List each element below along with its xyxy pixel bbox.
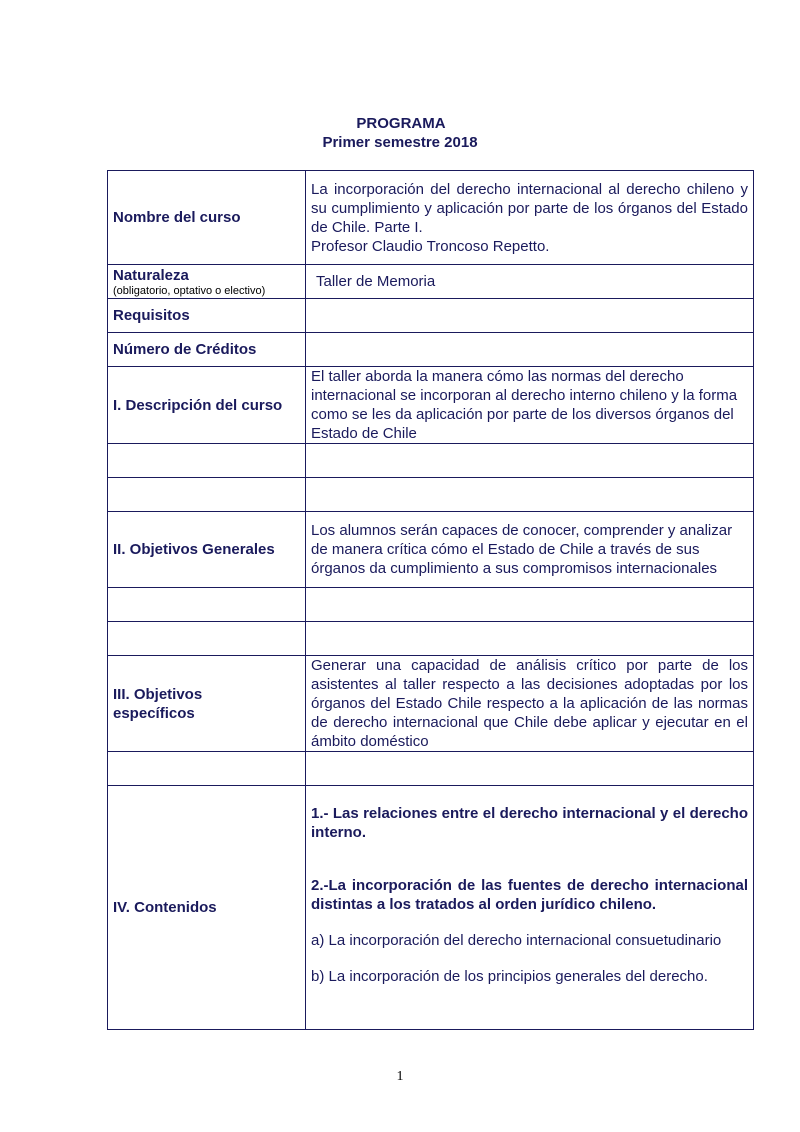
table-row — [108, 265, 754, 299]
document-header — [0, 114, 800, 152]
label-objetivos-generales: II. Objetivos Generales — [108, 512, 306, 588]
empty-cell — [108, 444, 306, 478]
empty-cell — [108, 622, 306, 656]
table-row — [108, 333, 754, 367]
contenido-item-2a: a) La incorporación del derecho internacional consuetudinario — [311, 932, 722, 949]
program-table — [107, 170, 754, 1030]
spacer — [311, 950, 748, 967]
page-number: 1 — [396, 1069, 404, 1084]
spacer — [311, 914, 748, 931]
table-row-empty — [108, 588, 754, 622]
label-objetivos-especificos: III. Objetivos específicos — [108, 656, 306, 752]
content-creditos — [306, 333, 754, 367]
content-contenidos — [306, 786, 754, 1030]
empty-cell — [306, 478, 754, 512]
table-row — [108, 786, 754, 1030]
label-contenidos: IV. Contenidos — [108, 786, 306, 1030]
contenido-item-2: 2.-La incorporación de las fuentes de derecho internacional distintas a los tratados al orden jurídico chileno. — [311, 877, 748, 913]
content-descripcion: El taller aborda la manera cómo las normas del derecho internacional se incorporan al derecho interno chileno y la forma como se les da aplicación por parte de los diversos órganos del Estado de Chile — [306, 367, 754, 444]
professor-name: Profesor Claudio Troncoso Repetto. — [311, 237, 550, 255]
contenido-item-1: 1.- Las relaciones entre el derecho internacional y el derecho interno. — [311, 805, 748, 841]
empty-cell — [306, 588, 754, 622]
table-row — [108, 367, 754, 444]
content-objetivos-generales: Los alumnos serán capaces de conocer, comprender y analizar de manera crítica cómo el Estado de Chile a través de sus órganos da cumplimiento a sus compromisos internacionales — [306, 512, 754, 588]
content-requisitos — [306, 299, 754, 333]
empty-cell — [306, 622, 754, 656]
table-row-empty — [108, 444, 754, 478]
empty-cell — [306, 444, 754, 478]
document-subtitle: Primer semestre 2018 — [322, 134, 478, 151]
content-nombre-curso — [306, 171, 754, 265]
label-requisitos: Requisitos — [108, 299, 306, 333]
naturaleza-label-text: Naturaleza — [113, 266, 189, 284]
table-row-empty — [108, 622, 754, 656]
course-name-text: La incorporación del derecho internacional al derecho chileno y su cumplimiento y aplicación por parte de los órganos del Estado de Chile. Parte I. — [311, 180, 748, 236]
table-row — [108, 299, 754, 333]
spacer — [311, 842, 748, 876]
table-row — [108, 656, 754, 752]
label-naturaleza — [108, 265, 306, 299]
label-descripcion: I. Descripción del curso — [108, 367, 306, 444]
table-row — [108, 512, 754, 588]
label-creditos: Número de Créditos — [108, 333, 306, 367]
document-title: PROGRAMA — [356, 115, 446, 132]
contenido-item-2b: b) La incorporación de los principios generales del derecho. — [311, 968, 708, 985]
empty-cell — [108, 478, 306, 512]
label-nombre-curso: Nombre del curso — [108, 171, 306, 265]
content-naturaleza: Taller de Memoria — [306, 265, 754, 299]
table-row-empty — [108, 478, 754, 512]
empty-cell — [108, 752, 306, 786]
content-objetivos-especificos: Generar una capacidad de análisis crítico por parte de los asistentes al taller respecto a las decisiones adoptadas por los órganos del Estado Chile respecto a la aplicación de las normas de derecho internacional que Chile debe aplicar y ejecutar en el ámbito doméstico — [306, 656, 754, 752]
table-row-empty — [108, 752, 754, 786]
empty-cell — [108, 588, 306, 622]
naturaleza-sublabel: (obligatorio, optativo o electivo) — [113, 284, 266, 297]
table-row — [108, 171, 754, 265]
empty-cell — [306, 752, 754, 786]
